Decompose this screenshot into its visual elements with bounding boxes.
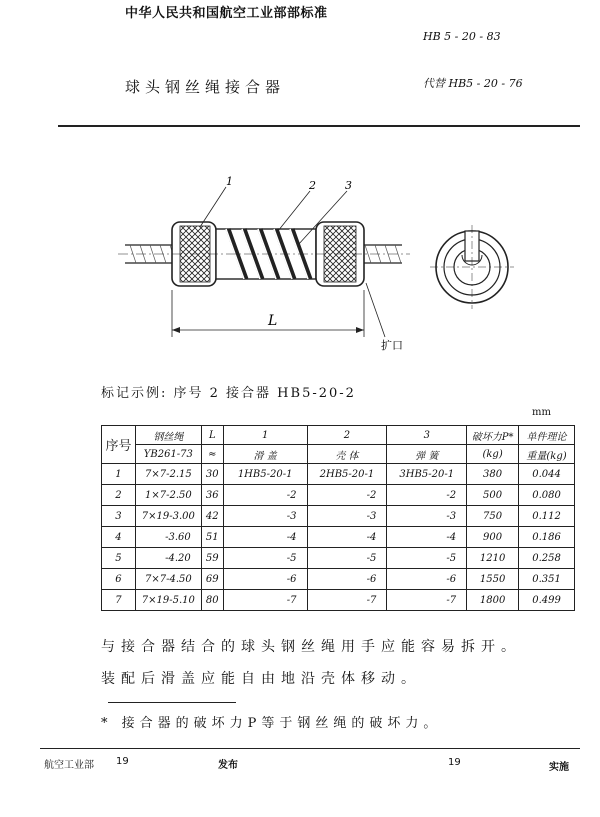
table-row xyxy=(102,506,575,527)
header-rope-bottom: YB261-73 xyxy=(135,445,201,464)
cell-slide-cover: -4 xyxy=(223,527,307,548)
header-col1-num: 1 xyxy=(223,426,307,445)
callout-1: 1 xyxy=(226,175,233,188)
cell-slide-cover: -3 xyxy=(223,506,307,527)
cell-spring: 3HB5-20-1 xyxy=(387,464,467,485)
table-row xyxy=(102,590,575,611)
cell-slide-cover: 1HB5-20-1 xyxy=(223,464,307,485)
header-col2-num: 2 xyxy=(307,426,387,445)
cell-slide-cover: -6 xyxy=(223,569,307,590)
footer-rule xyxy=(40,748,580,749)
cell-housing: 2HB5-20-1 xyxy=(307,464,387,485)
cell-seq: 5 xyxy=(102,548,136,569)
header-col2-name: 壳 体 xyxy=(307,445,387,464)
cell-L: 42 xyxy=(201,506,223,527)
cell-seq: 2 xyxy=(102,485,136,506)
cell-seq: 4 xyxy=(102,527,136,548)
cell-weight: 0.044 xyxy=(519,464,575,485)
cell-slide-cover: -7 xyxy=(223,590,307,611)
table-row xyxy=(102,569,575,590)
cell-weight: 0.258 xyxy=(519,548,575,569)
footer-issued: 发布 xyxy=(218,760,238,771)
cell-seq: 7 xyxy=(102,590,136,611)
cell-L: 36 xyxy=(201,485,223,506)
footnote-rule xyxy=(108,702,236,703)
header-rope-top: 钢丝绳 xyxy=(135,426,201,445)
cell-weight: 0.112 xyxy=(519,506,575,527)
cell-housing: -3 xyxy=(307,506,387,527)
cell-L: 69 xyxy=(201,569,223,590)
header-force-top: 破坏力P* xyxy=(467,426,519,445)
cell-weight: 0.499 xyxy=(519,590,575,611)
cell-spring: -2 xyxy=(387,485,467,506)
cell-slide-cover: -2 xyxy=(223,485,307,506)
footnote: * 接合器的破坏力P等于钢丝绳的破坏力。 xyxy=(101,716,442,731)
cell-spring: -4 xyxy=(387,527,467,548)
cell-force: 1800 xyxy=(467,590,519,611)
cell-slide-cover: -5 xyxy=(223,548,307,569)
dimension-L-label: L xyxy=(268,313,278,329)
footer-org: 航空工业部 xyxy=(44,760,94,771)
rivet-note: 扩口 xyxy=(381,339,403,352)
cell-L: 51 xyxy=(201,527,223,548)
end-view xyxy=(430,225,514,309)
specification-table xyxy=(101,425,575,611)
cell-force: 1550 xyxy=(467,569,519,590)
header-L-bottom: ≈ xyxy=(201,445,223,464)
header-weight-top: 单件理论 xyxy=(519,426,575,445)
cell-rope: 1×7-2.50 xyxy=(135,485,201,506)
cell-rope: 7×19-5.10 xyxy=(135,590,201,611)
header-rule xyxy=(58,125,580,127)
cell-rope: 7×7-4.50 xyxy=(135,569,201,590)
page-title: 球头钢丝绳接合器 xyxy=(125,78,286,96)
header-col3-num: 3 xyxy=(387,426,467,445)
cell-seq: 3 xyxy=(102,506,136,527)
table-row xyxy=(102,485,575,506)
cell-force: 900 xyxy=(467,527,519,548)
assembly-drawing xyxy=(0,165,600,355)
footer-effective: 实施 xyxy=(549,762,569,773)
cell-L: 59 xyxy=(201,548,223,569)
cell-spring: -5 xyxy=(387,548,467,569)
cell-force: 750 xyxy=(467,506,519,527)
replaces-code: 代替 HB5 - 20 - 76 xyxy=(423,77,523,90)
cell-housing: -6 xyxy=(307,569,387,590)
callout-3: 3 xyxy=(345,179,352,192)
cell-L: 30 xyxy=(201,464,223,485)
cell-weight: 0.186 xyxy=(519,527,575,548)
callout-2: 2 xyxy=(309,179,316,192)
header-weight-bottom: 重量(kg) xyxy=(519,445,575,464)
standard-code: HB 5 - 20 - 83 xyxy=(423,30,501,43)
note-line-1: 与接合器结合的球头钢丝绳用手应能容易拆开。 xyxy=(101,639,521,655)
cell-rope: 7×7-2.15 xyxy=(135,464,201,485)
cell-weight: 0.080 xyxy=(519,485,575,506)
cell-housing: -5 xyxy=(307,548,387,569)
table-row xyxy=(102,527,575,548)
unit-label: mm xyxy=(532,407,551,418)
cell-force: 380 xyxy=(467,464,519,485)
header-col3-name: 弹 簧 xyxy=(387,445,467,464)
header-L-top: L xyxy=(201,426,223,445)
cell-rope: 7×19-3.00 xyxy=(135,506,201,527)
cell-seq: 1 xyxy=(102,464,136,485)
cell-spring: -3 xyxy=(387,506,467,527)
note-line-2: 装配后滑盖应能自由地沿壳体移动。 xyxy=(101,671,421,687)
footer-org-page: 19 xyxy=(116,756,129,767)
header-seq: 序号 xyxy=(102,426,136,464)
cell-housing: -2 xyxy=(307,485,387,506)
cell-spring: -7 xyxy=(387,590,467,611)
cell-housing: -7 xyxy=(307,590,387,611)
cell-rope: -4.20 xyxy=(135,548,201,569)
table-row xyxy=(102,464,575,485)
ministry-standard-heading: 中华人民共和国航空工业部部标准 xyxy=(125,6,328,21)
cell-L: 80 xyxy=(201,590,223,611)
cell-force: 500 xyxy=(467,485,519,506)
table-row xyxy=(102,548,575,569)
cell-force: 1210 xyxy=(467,548,519,569)
marking-example: 标记示例: 序号 2 接合器 HB5-20-2 xyxy=(101,386,356,401)
header-col1-name: 滑 盖 xyxy=(223,445,307,464)
footer-page: 19 xyxy=(448,757,461,768)
cell-seq: 6 xyxy=(102,569,136,590)
cell-housing: -4 xyxy=(307,527,387,548)
cell-rope: -3.60 xyxy=(135,527,201,548)
cell-weight: 0.351 xyxy=(519,569,575,590)
cell-spring: -6 xyxy=(387,569,467,590)
header-force-bottom: (kg) xyxy=(467,445,519,464)
